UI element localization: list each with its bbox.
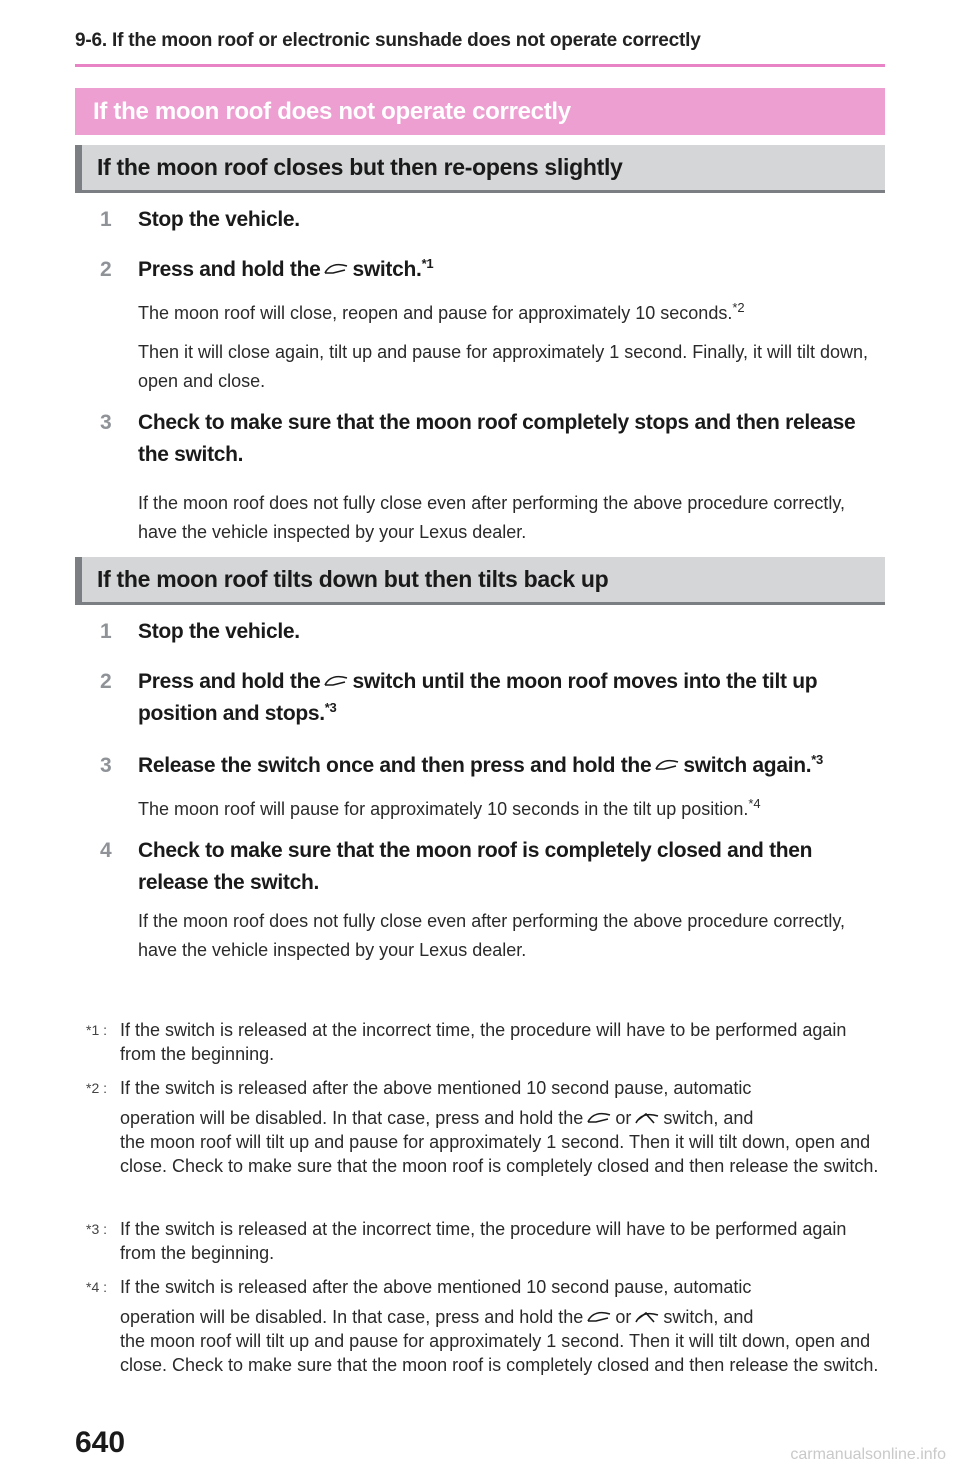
s2-step-2 (100, 666, 870, 730)
moon-roof-close-icon (323, 674, 349, 690)
section2-banner (75, 557, 885, 605)
step-number: 2 (100, 670, 112, 693)
step-number: 1 (100, 208, 112, 231)
main-banner-title: If the moon roof does not operate correctly (93, 97, 571, 125)
footnote-2 (86, 1076, 886, 1178)
step-text: Stop the vehicle. (138, 208, 300, 231)
footnote-text: If the switch is released after the above mentioned 10 second pause, automatic operation will be disabled. In that case, press and hold the or switch, and the moon roof will tilt up and pause for approximately 1 second. Then it will tilt down, open and close. Check to make sure that the moon roof is completely closed and then release the switch. (120, 1277, 879, 1375)
page-number: 640 (75, 1426, 126, 1459)
step-number: 3 (100, 754, 112, 777)
step-text: Press and hold the switch.$^{*1}$ (138, 256, 434, 281)
s2-para-2: If the moon roof does not fully close even after performing the above procedure correctly, have the vehicle inspected by your Lexus dealer. (138, 911, 846, 960)
s1-step-3 (100, 407, 870, 471)
s2-step-3 (100, 750, 870, 782)
step-text: Check to make sure that the moon roof completely stops and then release the switch. (138, 411, 856, 466)
step-number: 2 (100, 258, 112, 281)
footnote-mark: *4 : (86, 1279, 108, 1295)
footnote-text: If the switch is released after the above mentioned 10 second pause, automatic operation will be disabled. In that case, press and hold the or switch, and the moon roof will tilt up and pause for approximately 1 second. Then it will tilt down, open and close. Check to make sure that the moon roof is completely closed and then release the switch. (120, 1078, 879, 1176)
footnote-mark: *2 : (86, 1080, 108, 1096)
section1-title: If the moon roof closes but then re-opens slightly (97, 154, 623, 180)
footnote-1 (86, 1018, 886, 1066)
section2-title: If the moon roof tilts down but then tilts back up (97, 566, 609, 592)
moon-roof-close-icon (323, 262, 349, 278)
s1-step-2 (100, 254, 870, 286)
moon-roof-tilt-icon (634, 1310, 660, 1326)
s1-para-1: The moon roof will close, reopen and pause for approximately 10 seconds.$^{*2}$ (138, 300, 745, 323)
header-divider (75, 64, 885, 67)
s2-para-1: The moon roof will pause for approximately 10 seconds in the tilt up position.$^{*4}$ (138, 796, 761, 819)
moon-roof-close-icon (586, 1111, 612, 1127)
s2-step-4 (100, 835, 870, 899)
footnote-text: If the switch is released at the incorrect time, the procedure will have to be performed again from the beginning. (120, 1219, 847, 1263)
section1-banner (75, 145, 885, 193)
step-number: 4 (100, 839, 112, 862)
step-text: Press and hold the switch until the moon roof moves into the tilt up position and stops.$^{*3}$ (138, 670, 818, 725)
s1-para-3: If the moon roof does not fully close even after performing the above procedure correctly, have the vehicle inspected by your Lexus dealer. (138, 493, 846, 542)
footnote-mark: *1 : (86, 1022, 108, 1038)
moon-roof-tilt-icon (634, 1111, 660, 1127)
footnote-4 (86, 1275, 886, 1377)
footnote-text: If the switch is released at the incorrect time, the procedure will have to be performed again from the beginning. (120, 1020, 847, 1064)
step-number: 1 (100, 620, 112, 643)
s1-para-2: Then it will close again, tilt up and pause for approximately 1 second. Finally, it will tilt down, open and close. (138, 342, 869, 391)
footnote-3 (86, 1217, 886, 1265)
s1-step-1 (100, 204, 870, 236)
section-header-title: 9-6. If the moon roof or electronic sunshade does not operate correctly (75, 30, 701, 51)
footnote-mark: *3 : (86, 1221, 108, 1237)
watermark: carmanualsonline.info (790, 1446, 946, 1463)
step-text: Check to make sure that the moon roof is completely closed and then release the switch. (138, 839, 813, 894)
step-text: Stop the vehicle. (138, 620, 300, 643)
main-banner (75, 88, 885, 135)
step-text: Release the switch once and then press and hold the switch again.$^{*3}$ (138, 752, 823, 777)
step-number: 3 (100, 411, 112, 434)
moon-roof-close-icon (586, 1310, 612, 1326)
s2-step-1 (100, 616, 870, 648)
moon-roof-close-icon (654, 758, 680, 774)
